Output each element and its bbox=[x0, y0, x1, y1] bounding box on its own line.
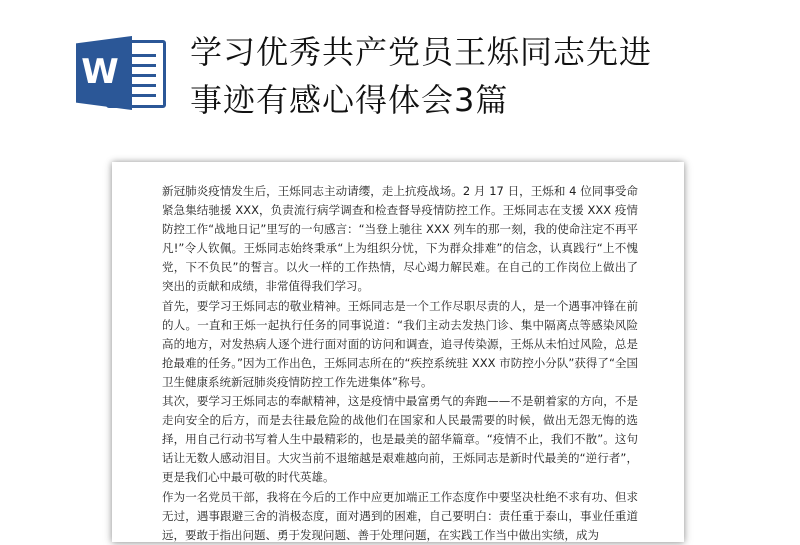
title-line-1: 学习优秀共产党员王烁同志先进 bbox=[190, 33, 653, 71]
header bbox=[0, 0, 800, 150]
word-badge-letter: W bbox=[81, 52, 119, 92]
document-body bbox=[162, 182, 638, 545]
word-document-icon bbox=[76, 36, 168, 110]
document-page-preview bbox=[112, 162, 684, 542]
paragraph: 作为一名党员干部，我将在今后的工作中应更加端正工作态度作中要坚决杜绝不求有功、但求无过，遇事跟避三舍的消极态度，面对遇到的困难，自己要明白：责任重于泰山，事业任重道远，要敢于指出问题、勇于发现问题、善于处理问题，在实践工作当中做出实绩，成为 bbox=[162, 489, 638, 542]
page-title bbox=[190, 28, 770, 124]
paragraph: 其次，要学习王烁同志的奉献精神，这是疫情中最富勇气的奔跑——不是朝着家的方向，不是走向安全的后方，而是去往最危险的战他们在国家和人民最需要的时候，做出无怨无悔的选择，用自己行动书写着人生中最精彩的，也是最美的韶华篇章。“疫情不止，我们不散”。这句话让无数人感动泪目。大灾当前不退缩越是艰难越向前，王烁同志是新时代最美的“逆行者”，更是我们心中最可敬的时代英雄。 bbox=[162, 394, 638, 485]
title-line-2: 事迹有感心得体会3篇 bbox=[190, 81, 509, 119]
paragraph: 新冠肺炎疫情发生后，王烁同志主动请缨，走上抗疫战场。2 月 17 日，王烁和 4 位同事受命紧急集结驰援 XXX，负责流行病学调查和检查督导疫情防控工作。王烁同志在支援 XXX 疫情防控工作“战地日记”里写的一句感言：“当登上驰往 XXX 列车的那一刻，我的使命注定不再平凡!”令人钦佩。王烁同志始终秉承“上为组织分忧，下为群众排难”的信念，认真践行“上不愧党，下不负民”的誓言。以火一样的工作热情，尽心竭力解民难。在自己的工作岗位上做出了突出的贡献和成绩，非常值得我们学习。 bbox=[162, 184, 638, 294]
paragraph: 首先，要学习王烁同志的敬业精神。王烁同志是一个工作尽职尽责的人，是一个遇事冲锋在前的人。一直和王烁一起执行任务的同事说道：“我们主动去发热门诊、集中隔离点等感染风险高的地方，对发热病人逐个进行面对面的访问和调查，追寻传染源，王烁从未怕过风险，总是抢最难的任务。”因为工作出色，王烁同志所在的“疾控系统驻 XXX 市防控小分队”获得了“全国卫生健康系统新冠肺炎疫情防控工作先进集体”称号。 bbox=[162, 298, 638, 389]
